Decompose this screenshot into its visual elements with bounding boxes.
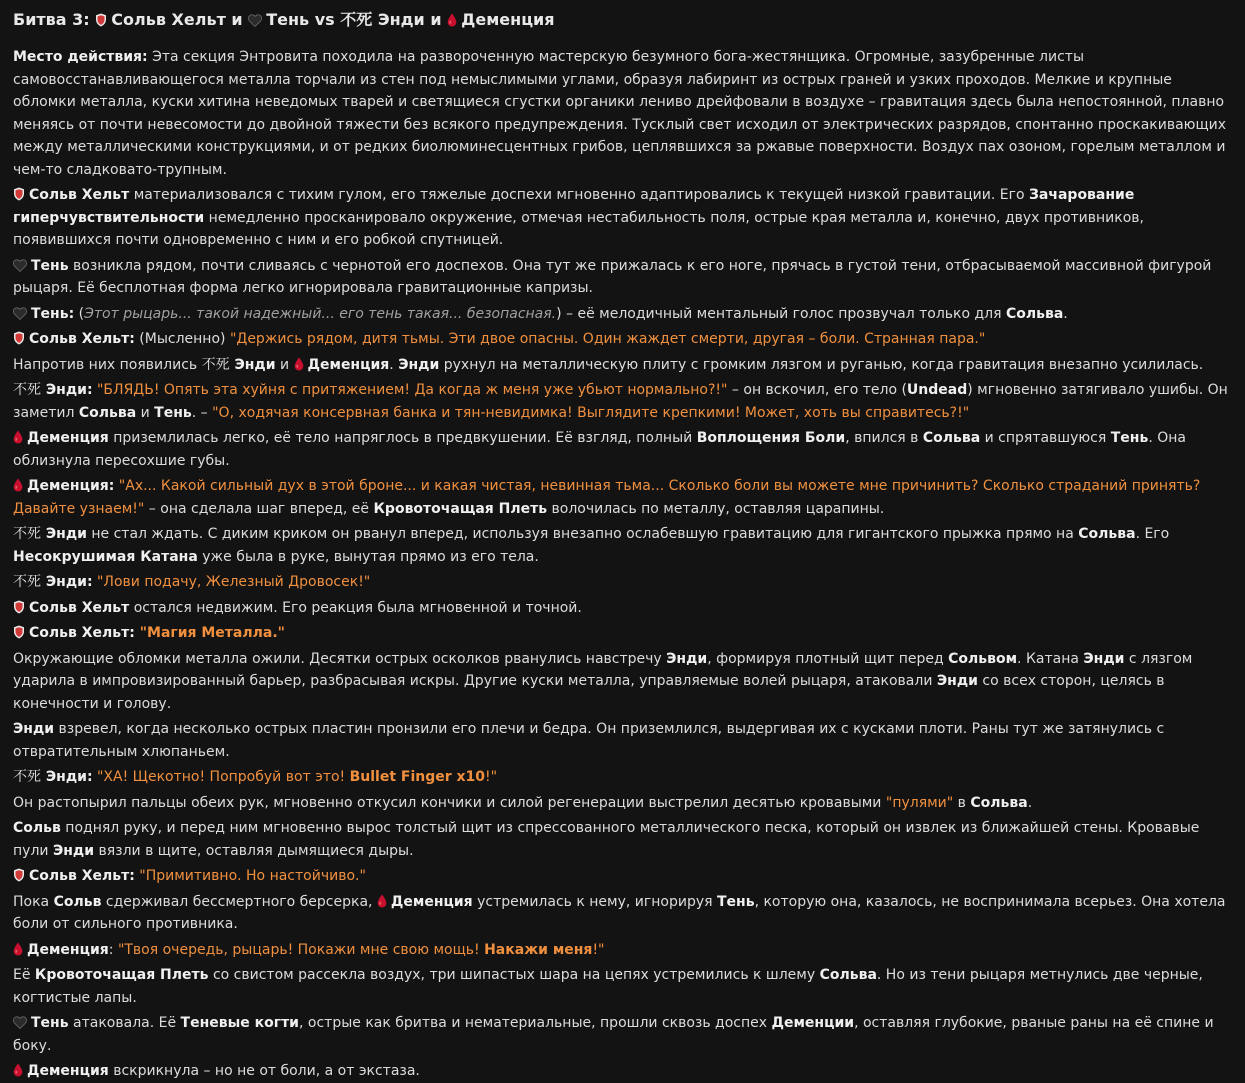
- shield-icon: [13, 868, 25, 882]
- name-andi: Энди: [229, 356, 276, 373]
- text: в: [953, 794, 971, 811]
- name-sol: Сольва: [922, 430, 981, 446]
- text: .: [389, 356, 399, 373]
- shield-icon: [13, 600, 25, 614]
- kanji-mark: 不死: [201, 356, 230, 373]
- text: и: [136, 404, 155, 421]
- text: с лязгом ударила в импровизированный барьер, разбрасывая искры. Другие куски металла, управляемые волей рыцаря, атаковали: [13, 650, 1193, 689]
- text: Напротив них появились: [13, 356, 202, 373]
- text: (: [74, 305, 85, 322]
- paragraph: [13, 766, 1231, 789]
- text: со всех сторон, целясь в конечности и голову.: [13, 673, 1165, 712]
- text: – он вскочил, его тело (: [727, 382, 907, 398]
- quote: "Лови подачу, Железный Дровосек!": [92, 574, 371, 590]
- text: материализовался с тихим гулом, его тяжелые доспехи мгновенно адаптировались к текущей низкой гравитации. Его: [129, 187, 1029, 203]
- title-and: и: [424, 10, 448, 29]
- paragraph: [13, 597, 1231, 620]
- name-andi: Энди: [936, 673, 978, 689]
- text: не стал ждать. С диким криком он рванул вперед, используя внезапно ослабевшую гравитацию для гигантского прыжка прямо на: [86, 526, 1079, 542]
- kanji-mark: 不死: [13, 382, 41, 398]
- skill-quote: Накажи меня: [484, 941, 593, 958]
- text: . –: [191, 404, 213, 421]
- text: , острые как бритва и нематериальные, прошли сквозь доспех: [299, 1015, 772, 1031]
- thought: Этот рыцарь... такой надежный... его тень такая... безопасная.: [84, 305, 557, 322]
- page-title: [13, 6, 1231, 34]
- text: Эта секция Энтровита походила на развороченную мастерскую безумного бога-жестянщика. Огромные, зазубренные листы самовосстанавливающегося металла торчали из стен под немыслимыми углами, образуя лабиринт из острых граней и узких проходов. Мелкие и крупные обломки металла, куски хитина неведомых тварей и светящиеся сгустки органики лениво дрейфовали в воздухе – гравитация здесь была непостоянной, плавно меняясь от почти невесомости до двойной тяжести без всякого предупреждения. Тусклый свет исходил от электрических разрядов, спонтанно проскакивающих между металлическими конструкциями, и от редких биолюминесцентных грибов, цеплявшихся за ржавые поверхности. Воздух пах озоном, горелым металлом и чем-то сладковато-трупным.: [13, 49, 1227, 178]
- paragraph: [13, 475, 1231, 520]
- text: взревел, когда несколько острых пластин пронзили его плечи и бедра. Он приземлился, выдергивая их с кусками плоти. Раны тут же затянулись с отвратительным хлюпаньем.: [13, 721, 1165, 760]
- name-ten: Тень: [1110, 430, 1149, 446]
- kanji-mark: 不死: [13, 769, 41, 785]
- name-dem: Деменция: [27, 1063, 109, 1079]
- blood-drop-icon: [377, 894, 387, 908]
- skill: Кровоточащая Плеть: [373, 500, 548, 517]
- name-andi: Энди: [398, 356, 440, 373]
- paragraph: [13, 939, 1231, 962]
- text: волочилась по металлу, оставляя царапины.: [547, 500, 885, 517]
- text: , формируя плотный щит перед: [707, 650, 949, 667]
- title-ten: Тень: [266, 10, 310, 29]
- text: . Катана: [1017, 650, 1084, 667]
- paragraph: [13, 379, 1231, 424]
- paragraph: [13, 622, 1231, 645]
- blood-drop-icon: [447, 13, 457, 27]
- text: :: [108, 941, 118, 958]
- name-andi: Энди: [41, 526, 87, 542]
- setting-label: Место действия:: [13, 49, 148, 65]
- shield-icon: [13, 187, 25, 201]
- blood-drop-icon: [13, 1063, 23, 1077]
- text: – она сделала шаг вперед, её: [144, 500, 374, 517]
- kanji-mark: 不死: [13, 526, 41, 542]
- shield-icon: [13, 625, 25, 639]
- name-sol: Сольв Хельт:: [29, 868, 135, 884]
- black-heart-icon: [13, 307, 27, 320]
- text: Её: [13, 967, 35, 983]
- paragraph: [13, 328, 1231, 351]
- paragraph: [13, 964, 1231, 1009]
- quote: "Держись рядом, дитя тьмы. Эти двое опасны. Один жаждет смерти, другая – боли. Странная пара.": [229, 331, 986, 347]
- paragraph: [13, 792, 1231, 815]
- name-andi: Энди: [1083, 650, 1125, 667]
- text: , впился в: [845, 430, 923, 446]
- skill: Теневые когти: [180, 1015, 299, 1031]
- name-sol: Сольв: [13, 820, 61, 836]
- text: Пока: [13, 893, 54, 910]
- skill: Воплощения Боли: [696, 430, 846, 446]
- name-sol: Сольва: [819, 967, 877, 983]
- title-prefix: Битва 3:: [13, 10, 96, 29]
- title-kanji: 不死: [340, 10, 373, 29]
- text: приземлилась легко, её тело напряглось в предвкушении. Её взгляд, полный: [108, 430, 697, 446]
- text: со свистом рассекла воздух, три шипастых шара на цепях устремились к шлему: [208, 967, 820, 983]
- name-ten: Тень: [31, 1015, 69, 1031]
- paragraph: [13, 571, 1231, 594]
- paragraph: [13, 1012, 1231, 1057]
- quote: "Примитивно. Но настойчиво.": [134, 868, 366, 884]
- skill: Зачарование гиперчувствительности: [13, 187, 1135, 226]
- name-dem: Деменция:: [27, 478, 115, 494]
- name-dem: Деменция: [27, 941, 109, 958]
- name-dem: Деменция: [307, 356, 390, 373]
- name-ten: Тень: [154, 404, 192, 421]
- text: возникла рядом, почти сливаясь с чернотой его доспехов. Она тут же прижалась к его ноге, прячась в густой тени, отбрасываемой массивной фигурой рыцаря. Её бесплотная форма легко игнорировала гравитационные капризы.: [13, 257, 1212, 296]
- paragraph: [13, 718, 1231, 763]
- paragraph: [13, 523, 1231, 568]
- paragraph: [13, 1060, 1231, 1083]
- text: . Она облизнула пересохшие губы.: [13, 430, 1186, 469]
- quote: "Магия Металла.": [134, 625, 285, 641]
- text: вскрикнула – но не от боли, а от экстаза.: [108, 1063, 420, 1079]
- text: остался недвижим. Его реакция была мгновенной и точной.: [129, 599, 582, 616]
- name-andi: Энди: [666, 650, 708, 667]
- text: , которую она, казалось, не воспринимала всерьез. Она хотела боли от сильного противника.: [13, 893, 1226, 932]
- name-andi: Энди: [52, 842, 95, 859]
- text: ) мгновенно затягивало ушибы. Он заметил: [13, 382, 1228, 421]
- name-sol: Сольва: [78, 404, 137, 421]
- name-andi: Энди:: [41, 382, 93, 398]
- kanji-mark: 不死: [13, 574, 41, 590]
- name-sol: Сольва: [970, 794, 1028, 811]
- paragraph: [13, 354, 1231, 377]
- name-sol: Сольва: [1078, 526, 1136, 542]
- black-heart-icon: [248, 14, 262, 27]
- text: . Но из тени рыцаря метнулись две черные, когтистые лапы.: [13, 967, 1203, 1006]
- paragraph: [13, 817, 1231, 862]
- name-ten: Тень: [716, 893, 755, 910]
- name-sol: Сольв Хельт:: [29, 625, 135, 641]
- quote: "ХА! Щекотно! Попробуй вот это!: [92, 769, 350, 785]
- black-heart-icon: [13, 259, 27, 272]
- skill: Кровоточащая Плеть: [34, 967, 209, 983]
- paragraph-setting: [13, 46, 1231, 181]
- title-andi: Энди: [372, 10, 425, 29]
- text: вязли в щите, оставляя дымящиеся дыры.: [94, 842, 414, 859]
- name-dem: Деменция: [390, 893, 473, 910]
- black-heart-icon: [13, 1016, 27, 1029]
- quote: !": [485, 769, 498, 785]
- text: и спрятавшуюся: [980, 430, 1111, 446]
- name-ten: Тень:: [31, 305, 75, 322]
- title-and: и: [225, 10, 249, 29]
- paragraph: [13, 303, 1231, 326]
- paragraph: [13, 184, 1231, 252]
- text: , оставляя глубокие, рваные раны на её спине и боку.: [13, 1015, 1214, 1054]
- name-dem: Деменция: [27, 430, 109, 446]
- shield-icon: [95, 13, 107, 27]
- text: (Мысленно): [134, 331, 230, 347]
- text: немедленно просканировало окружение, отмечая нестабильность поля, острые края металла и, конечно, двух противников, появившихся почти одновременно с ним и его робкой спутницей.: [13, 209, 1144, 248]
- quote: "БЛЯДЬ! Опять эта хуйня с притяжением! Да когда ж меня уже убьют нормально?!": [92, 382, 728, 398]
- text: устремилась к нему, игнорируя: [472, 893, 717, 910]
- quote: !": [592, 941, 605, 958]
- quote: "Твоя очередь, рыцарь! Покажи мне свою мощь!: [117, 941, 485, 958]
- title-sol: Сольв Хельт: [111, 10, 226, 29]
- quote: "О, ходячая консервная банка и тян-невидимка! Выглядите крепкими! Может, хоть вы справитесь?!": [212, 404, 970, 421]
- text: . Его: [1135, 526, 1170, 542]
- name-ten: Тень: [31, 257, 69, 274]
- text: поднял руку, и перед ним мгновенно вырос толстый щит из спрессованного металлического песка, который он извлек из ближайшей стены. Кровавые пули: [13, 820, 1200, 859]
- quote: "Ах... Какой сильный дух в этой броне... и какая чистая, невинная тьма... Сколько боли вы можете мне причинить? Сколько страданий принять? Давайте узнаем!": [13, 478, 1201, 517]
- skill-quote: Bullet Finger x10: [349, 769, 486, 785]
- text: атаковала. Её: [68, 1015, 181, 1031]
- skill: Несокрушимая Катана: [13, 548, 198, 565]
- text: рухнул на металлическую плиту с громким лязгом и руганью, когда гравитация внезапно усилилась.: [439, 356, 1204, 373]
- name-sol: Сольвом: [948, 650, 1018, 667]
- blood-drop-icon: [13, 478, 23, 492]
- name-sol: Сольва: [1005, 305, 1064, 322]
- undead: Undead: [906, 382, 968, 398]
- name-sol: Сольв Хельт: [29, 187, 130, 203]
- paragraph: [13, 255, 1231, 300]
- text: .: [1027, 794, 1033, 811]
- text: сдерживал бессмертного берсерка,: [101, 893, 377, 910]
- shield-icon: [13, 331, 25, 345]
- title-vs: vs: [309, 10, 341, 29]
- paragraph: [13, 891, 1231, 936]
- name-andi: Энди:: [41, 769, 93, 785]
- name-andi: Энди: [13, 721, 55, 737]
- blood-drop-icon: [13, 942, 23, 956]
- paragraph: [13, 648, 1231, 716]
- text: .: [1063, 305, 1068, 322]
- text: Окружающие обломки металла ожили. Десятки острых осколков рванулись навстречу: [13, 650, 667, 667]
- name-dem: Деменции: [771, 1015, 855, 1031]
- title-dem: Деменция: [461, 10, 555, 29]
- blood-drop-icon: [13, 430, 23, 444]
- text: уже была в руке, вынутая прямо из его тела.: [197, 548, 539, 565]
- name-sol: Сольв Хельт:: [29, 331, 135, 347]
- name-andi: Энди:: [41, 574, 93, 590]
- name-sol: Сольв: [53, 893, 102, 910]
- blood-drop-icon: [294, 357, 304, 371]
- text: ) – её мелодичный ментальный голос прозвучал только для: [556, 305, 1006, 322]
- text: Он растопырил пальцы обеих рук, мгновенно откусил кончики и силой регенерации выстрелил десятью кровавыми: [13, 794, 886, 811]
- quote: "пулями": [885, 794, 954, 811]
- paragraph: [13, 865, 1231, 888]
- paragraph: [13, 427, 1231, 472]
- text: и: [275, 356, 294, 373]
- name-sol: Сольв Хельт: [29, 599, 130, 616]
